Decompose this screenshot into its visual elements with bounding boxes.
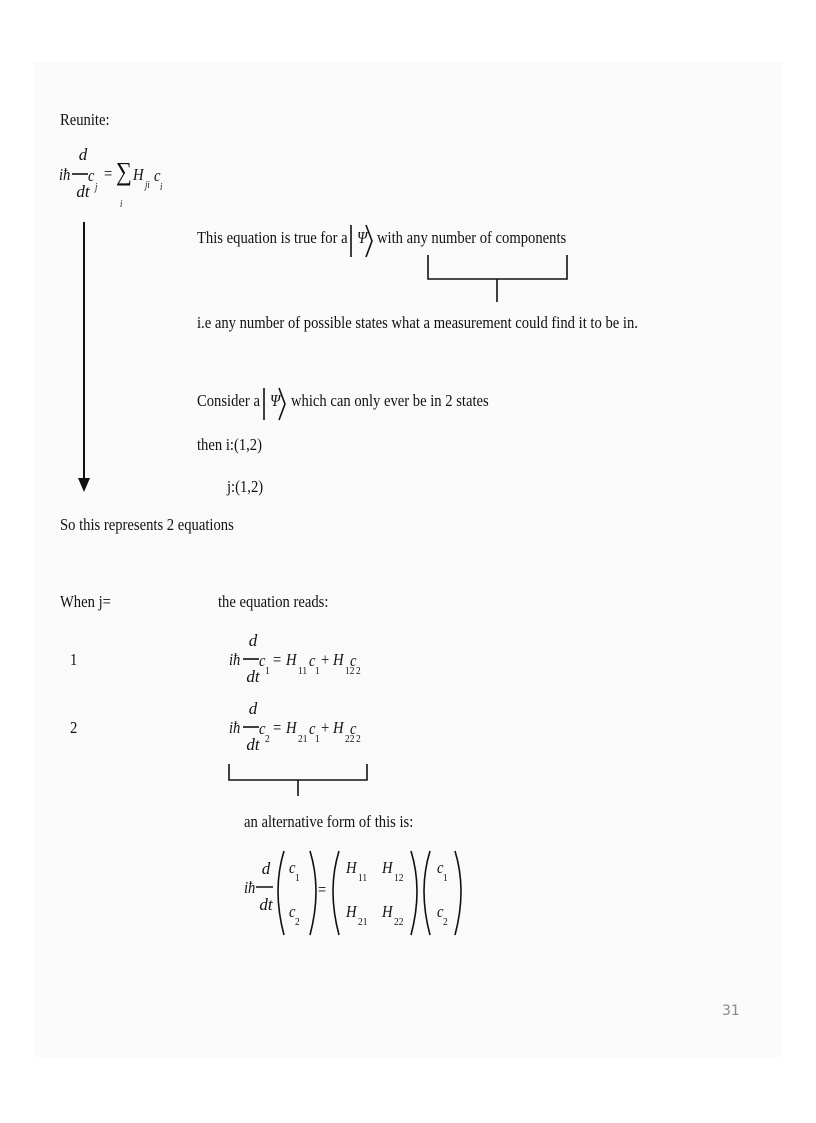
- vector-entry-subscript: 2: [443, 916, 448, 928]
- vector-entry: c: [289, 858, 296, 877]
- equals-sign: =: [273, 650, 282, 669]
- rhs-variable: c: [154, 166, 161, 185]
- hamiltonian-subscript: 22: [345, 733, 355, 745]
- note-two-states: which can only ever be in 2 states: [291, 391, 489, 410]
- note-possible-states: i.e any number of possible states what a measurement could find it to be in.: [197, 313, 638, 332]
- hamiltonian-subscript: 11: [298, 665, 308, 677]
- row-j-value: 2: [70, 718, 78, 737]
- fraction-denominator: dt: [259, 895, 273, 914]
- lhs-subscript: 2: [265, 733, 270, 745]
- c-subscript: 1: [315, 665, 320, 677]
- equals-sign: =: [104, 164, 113, 183]
- fraction-denominator: dt: [246, 667, 260, 686]
- hamiltonian-symbol: H: [286, 718, 297, 737]
- matrix-entry: H: [382, 902, 393, 921]
- equals-sign: =: [318, 880, 327, 899]
- note-components: with any number of components: [377, 228, 567, 247]
- fraction-numerator: d: [248, 631, 258, 650]
- ket-psi-2: Ψ: [270, 391, 281, 410]
- c-variable: c: [350, 651, 357, 670]
- ket-angle: [279, 388, 285, 420]
- ket-psi-1: Ψ: [357, 228, 368, 247]
- lhs-subscript: 1: [265, 665, 270, 677]
- plus-sign: +: [321, 650, 330, 669]
- vector-entry-subscript: 1: [443, 872, 448, 884]
- equals-sign: =: [273, 718, 282, 737]
- hamiltonian-symbol: H: [133, 165, 144, 184]
- fraction-numerator: d: [78, 145, 88, 164]
- page-number: 31: [722, 1003, 740, 1019]
- note-consider: Consider a: [197, 391, 260, 410]
- vector-entry: c: [437, 858, 444, 877]
- heading: Reunite:: [60, 110, 110, 129]
- hamiltonian-subscript: ji: [145, 180, 150, 191]
- brace: [428, 255, 567, 279]
- fraction-denominator: dt: [76, 182, 90, 201]
- c-subscript: 1: [315, 733, 320, 745]
- vector-entry-subscript: 1: [295, 872, 300, 884]
- paren-right: [411, 851, 417, 935]
- c-subscript: 2: [356, 665, 361, 677]
- col-header-j: When j=: [60, 592, 111, 611]
- matrix-entry-subscript: 22: [394, 916, 404, 928]
- hamiltonian-symbol: H: [286, 650, 297, 669]
- col-header-equation: the equation reads:: [218, 592, 329, 611]
- summary-text: So this represents 2 equations: [60, 515, 234, 534]
- hamiltonian-subscript: 21: [298, 733, 308, 745]
- plus-sign: +: [321, 718, 330, 737]
- fraction-numerator: d: [248, 699, 258, 718]
- paren-left: [333, 851, 339, 935]
- note-j-range: j:(1,2): [227, 477, 264, 496]
- row-j-value: 1: [70, 650, 78, 669]
- matrix-entry-subscript: 21: [358, 916, 368, 928]
- paren-right: [455, 851, 461, 935]
- ket-angle: [366, 225, 372, 257]
- lhs-variable: c: [88, 166, 95, 185]
- down-arrow-head: [78, 478, 90, 492]
- c-variable: c: [309, 719, 316, 738]
- paren-right: [310, 851, 316, 935]
- vector-entry: c: [437, 902, 444, 921]
- paren-left: [424, 851, 430, 935]
- brace: [229, 764, 367, 780]
- paren-left: [278, 851, 284, 935]
- hamiltonian-subscript: 12: [345, 665, 355, 677]
- matrix-entry: H: [346, 902, 357, 921]
- matrix-entry: H: [346, 858, 357, 877]
- alternative-form-label: an alternative form of this is:: [244, 812, 414, 831]
- ihbar-symbol: iħ: [244, 878, 256, 897]
- fraction-numerator: d: [261, 859, 271, 878]
- fraction-denominator: dt: [246, 735, 260, 754]
- matrix-entry-subscript: 11: [358, 872, 368, 884]
- ihbar-symbol: iħ: [59, 165, 71, 184]
- note-equation-true: This equation is true for a: [197, 228, 348, 247]
- vector-entry-subscript: 2: [295, 916, 300, 928]
- hamiltonian-symbol: H: [333, 650, 344, 669]
- ihbar-symbol: iħ: [229, 650, 241, 669]
- matrix-entry-subscript: 12: [394, 872, 404, 884]
- sum-symbol: ∑: [116, 157, 132, 186]
- c-variable: c: [309, 651, 316, 670]
- rhs-subscript: i: [160, 182, 163, 193]
- lhs-subscript: j: [95, 182, 98, 193]
- c-subscript: 2: [356, 733, 361, 745]
- c-variable: c: [350, 719, 357, 738]
- matrix-entry: H: [382, 858, 393, 877]
- hamiltonian-symbol: H: [333, 718, 344, 737]
- vector-entry: c: [289, 902, 296, 921]
- sum-index: i: [120, 199, 123, 210]
- lhs-variable: c: [259, 719, 266, 738]
- note-i-range: then i:(1,2): [197, 435, 262, 454]
- ihbar-symbol: iħ: [229, 718, 241, 737]
- lhs-variable: c: [259, 651, 266, 670]
